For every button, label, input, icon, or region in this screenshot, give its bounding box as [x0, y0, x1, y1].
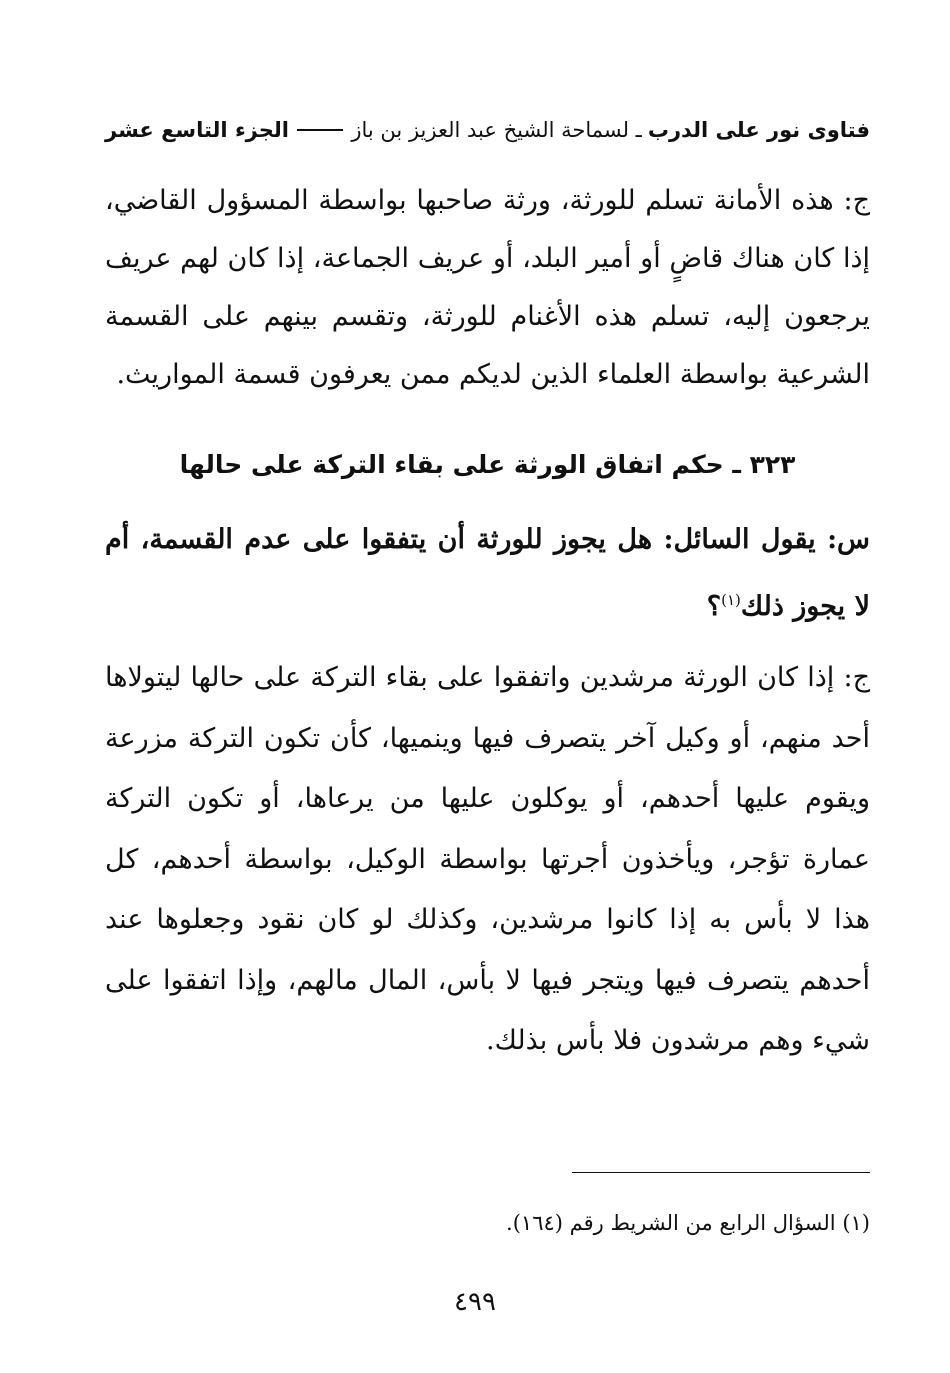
- section-heading: ٣٢٣ ـ حكم اتفاق الورثة على بقاء التركة على حالها: [179, 450, 796, 479]
- running-header: [105, 112, 870, 148]
- footnote-separator: [572, 1172, 870, 1173]
- footnote-marker: (١): [721, 591, 741, 609]
- header-rule: [297, 129, 343, 131]
- volume-part: الجزء التاسع عشر: [105, 118, 289, 142]
- book-title: فتاوى نور على الدرب: [647, 118, 870, 142]
- question-paragraph: [105, 510, 870, 637]
- question-mark: ؟: [706, 591, 722, 622]
- author-name: ـ لسماحة الشيخ عبد العزيز بن باز: [351, 118, 642, 142]
- question-text: س: يقول السائل: هل يجوز للورثة أن يتفقوا على عدم القسمة، أم لا يجوز ذلك: [105, 524, 870, 622]
- footnote: (١) السؤال الرابع من الشريط رقم (١٦٤).: [506, 1211, 870, 1235]
- page-number: ٤٩٩: [454, 1287, 496, 1317]
- answer-paragraph-2: ج: إذا كان الورثة مرشدين واتفقوا على بقاء التركة على حالها ليتولاها أحد منهم، أو وكيل آخر يتصرف فيها وينميها، كأن تكون التركة مزرعة ويقوم عليها أحدهم، أو يوكلون عليها من يرعاها، أو تكون التركة عمارة تؤجر، ويأخذون أجرتها بواسطة الوكيل، بواسطة أحدهم، كل هذا لا بأس به إذا كانوا مرشدين، وكذلك لو كان نقود وجعلوها عند أحدهم يتصرف فيها ويتجر فيها لا بأس، المال مالهم، وإذا اتفقوا على شيء وهم مرشدون فلا بأس بذلك.: [105, 662, 870, 1056]
- answer-paragraph-1: ج: هذه الأمانة تسلم للورثة، ورثة صاحبها بواسطة المسؤول القاضي، إذا كان هناك قاضٍ أو أمير البلد، أو عريف الجماعة، إذا كان لهم عريف يرجعون إليه، تسلم هذه الأغنام للورثة، وتقسم بينهم على القسمة الشرعية بواسطة العلماء الذين لديكم ممن يعرفون قسمة المواريث.: [105, 185, 870, 390]
